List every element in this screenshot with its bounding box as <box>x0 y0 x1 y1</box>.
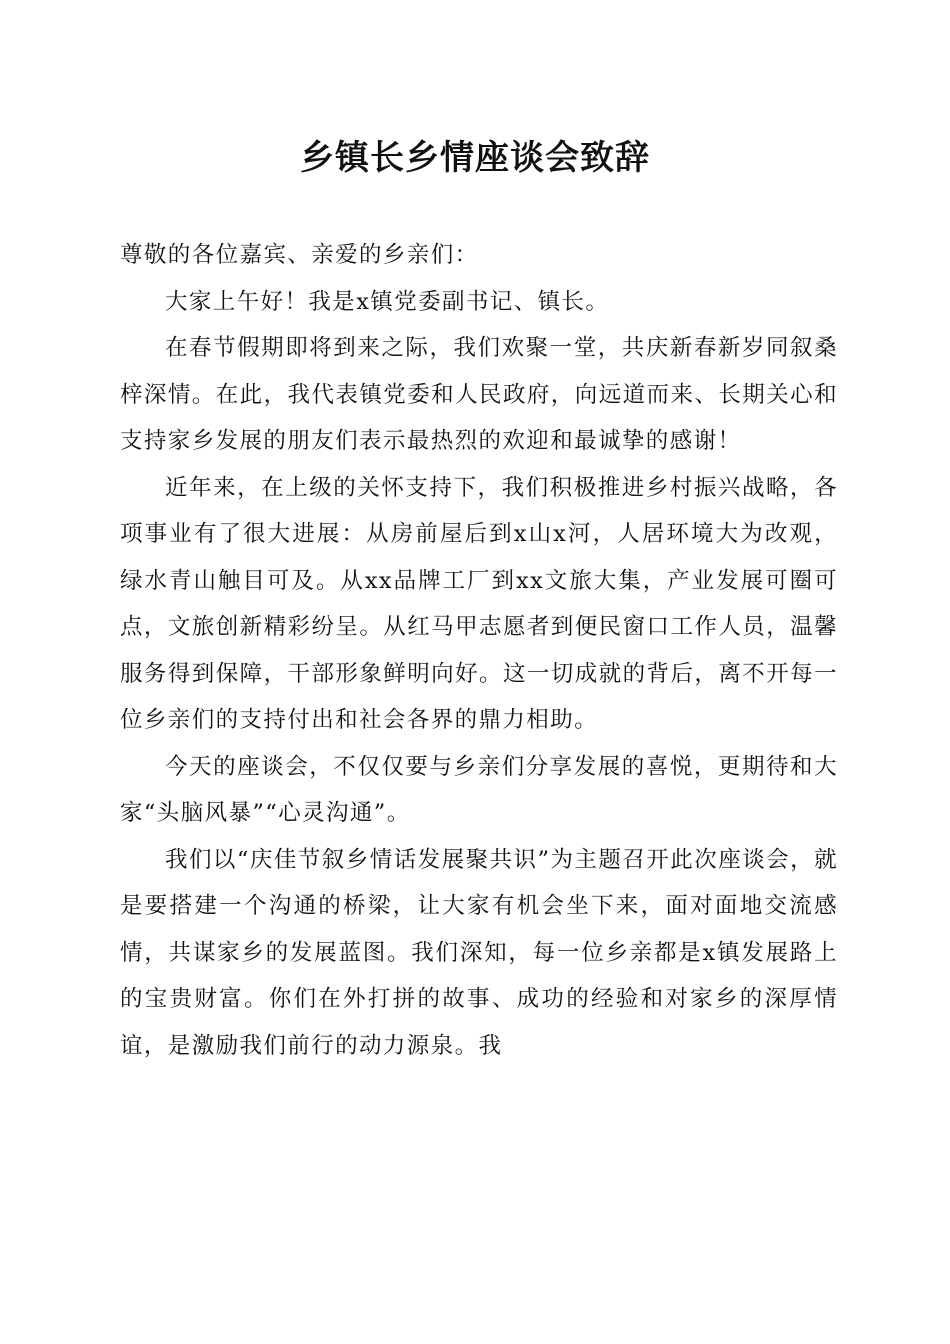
paragraph-welcome: 在春节假期即将到来之际，我们欢聚一堂，共庆新春新岁同叙桑梓深情。在此，我代表镇党委和人民政府，向远道而来、长期关心和支持家乡发展的朋友们表示最热烈的欢迎和最诚挚的感谢！ <box>120 335 838 454</box>
paragraph-meeting-purpose: 今天的座谈会，不仅仅要与乡亲们分享发展的喜悦，更期待和大家“头脑风暴”“心灵沟通”。 <box>120 753 838 826</box>
paragraph-achievements: 近年来，在上级的关怀支持下，我们积极推进乡村振兴战略，各项事业有了很大进展：从房前屋后到x山x河，人居环境大为改观，绿水青山触目可及。从xx品牌工厂到xx文旅大集，产业发展可圈可点，文旅创新精彩纷呈。从红马甲志愿者到便民窗口工作人员，温馨服务得到保障，干部形象鲜明向好。这一切成就的背后，离不开每一位乡亲们的支持付出和社会各界的鼎力相助。 <box>120 474 838 733</box>
document-body <box>120 232 838 1069</box>
paragraph-greeting: 大家上午好！我是x镇党委副书记、镇长。 <box>165 288 610 315</box>
salutation: 尊敬的各位嘉宾、亲爱的乡亲们： <box>120 242 479 268</box>
paragraph-theme: 我们以“庆佳节叙乡情话发展聚共识”为主题召开此次座谈会，就是要搭建一个沟通的桥梁，让大家有机会坐下来，面对面地交流感情，共谋家乡的发展蓝图。我们深知，每一位乡亲都是x镇发展路上的宝贵财富。你们在外打拼的故事、成功的经验和对家乡的深厚情谊，是激励我们前行的动力源泉。我 <box>120 846 838 1059</box>
document-title: 乡镇长乡情座谈会致辞 <box>300 138 650 178</box>
